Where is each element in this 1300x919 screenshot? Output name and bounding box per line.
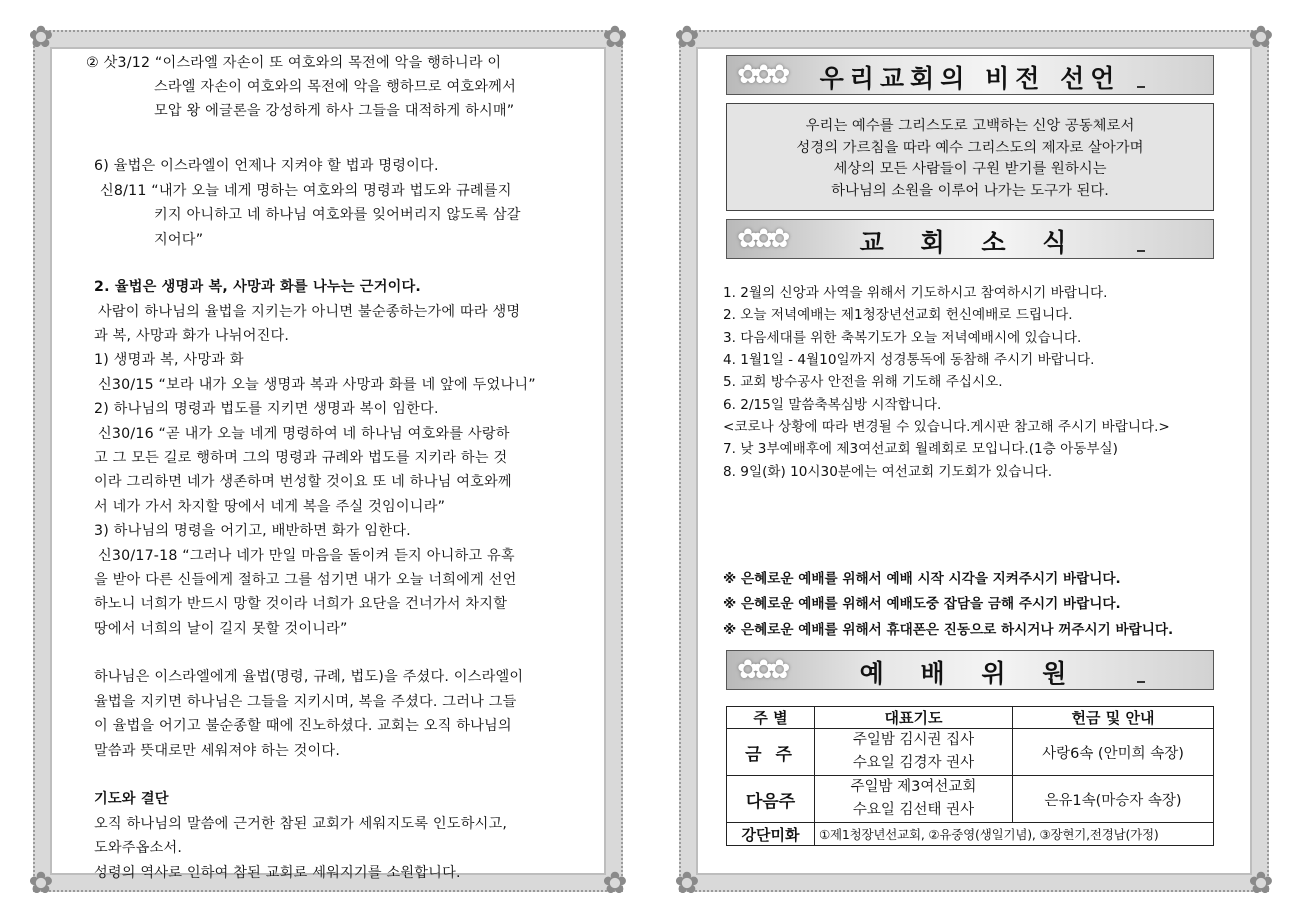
column-header: 헌금 및 안내 bbox=[1013, 707, 1214, 729]
news-item: 5. 교회 방수공사 안전을 위해 기도해 주십시오. bbox=[723, 374, 1003, 390]
week-label: 다음주 bbox=[727, 776, 815, 823]
prayer-cell bbox=[815, 776, 1013, 823]
week-label: 금 주 bbox=[727, 729, 815, 776]
vision-line: 우리는 예수를 그리스도로 고백하는 신앙 공동체로서 bbox=[805, 118, 1135, 134]
prayer-line: 오직 하나님의 말씀에 근거한 참된 교회가 세워지도록 인도하시고, bbox=[94, 816, 508, 832]
flower-value: ①제1청장년선교회, ②유중영(생일기념), ③장현기,전경남(가정) bbox=[815, 823, 1214, 846]
right-page-content bbox=[679, 30, 1269, 892]
news-item: 4. 1월1일 - 4월10일까지 성경통독에 동참해 주시기 바랍니다. bbox=[723, 352, 1095, 368]
prayer-entry: 수요일 김선태 권사 bbox=[852, 802, 975, 818]
body-line: 1) 생명과 복, 사망과 화 bbox=[94, 352, 244, 368]
verse-line: 신30/17-18 “그러나 네가 만일 마음을 돌이켜 듣지 아니하고 유혹 bbox=[98, 548, 515, 564]
prayer-heading: 기도와 결단 bbox=[94, 791, 169, 807]
table-row bbox=[727, 729, 1214, 776]
news-item: 6. 2/15일 말씀축복심방 시작합니다. bbox=[723, 397, 942, 413]
verse-line: 하노니 너희가 반드시 망할 것이라 너희가 요단을 건너가서 차지할 bbox=[94, 596, 508, 612]
verse-line: 이라 그리하면 네가 생존하며 번성할 것이요 또 네 하나님 여호와께 bbox=[94, 474, 512, 490]
daisy-icon: ✿✿✿ bbox=[737, 60, 785, 90]
vision-line: 하나님의 소원을 이루어 나가는 도구가 된다. bbox=[831, 182, 1109, 199]
body-line: 2) 하나님의 명령과 법도를 지키면 생명과 복이 임한다. bbox=[94, 401, 439, 417]
flower-corner-icon: ✿ bbox=[674, 20, 700, 55]
body-line: 사람이 하나님의 율법을 지키는가 아니면 불순종하는가에 따라 생명 bbox=[98, 304, 521, 320]
worship-notice: ※ 은혜로운 예배를 위해서 예배도중 잡담을 금해 주시기 바랍니다. bbox=[723, 596, 1121, 612]
body-line: 말씀과 뜻대로만 세워져야 하는 것이다. bbox=[94, 743, 341, 759]
left-page bbox=[28, 20, 628, 901]
verse-line: 스라엘 자손이 여호와의 목전에 악을 행하므로 여호와께서 bbox=[154, 79, 516, 95]
daisy-icon: ✿✿✿ bbox=[737, 655, 785, 685]
news-item: 1. 2월의 신앙과 사역을 위해서 기도하시고 참여하시기 바랍니다. bbox=[723, 285, 1108, 301]
verse-line: 을 받아 다른 신들에게 절하고 그를 섬기면 내가 오늘 너희에게 선언 bbox=[94, 572, 517, 588]
body-line: 3) 하나님의 명령을 어기고, 배반하면 화가 임한다. bbox=[94, 523, 411, 539]
offering-cell: 사랑6속 (안미희 속장) bbox=[1013, 729, 1214, 776]
verse-line: 지어다” bbox=[154, 232, 204, 248]
prayer-line: 성령의 역사로 인하여 참된 교회로 세워지기를 소원합니다. bbox=[94, 865, 461, 881]
section-point: 6) 율법은 이스라엘이 언제나 지켜야 할 법과 명령이다. bbox=[94, 158, 439, 174]
verse-line: ② 삿3/12 “이스라엘 자손이 또 여호와의 목전에 악을 행하니라 이 bbox=[86, 55, 502, 71]
verse-line: 모압 왕 에글론을 강성하게 하사 그들을 대적하게 하시매” bbox=[154, 103, 515, 119]
body-line: 율법을 지키면 하나님은 그들을 지키시며, 복을 주셨다. 그러나 그들 bbox=[94, 694, 517, 710]
worship-notice: ※ 은혜로운 예배를 위해서 휴대폰은 진동으로 하시거나 꺼주시기 바랍니다. bbox=[723, 622, 1174, 638]
body-line: 이 율법을 어기고 불순종할 때에 진노하셨다. 교회는 오직 하나님의 bbox=[94, 718, 512, 734]
offering-cell: 은유1속(마승자 속장) bbox=[1013, 776, 1214, 823]
news-banner bbox=[726, 219, 1214, 259]
vision-statement bbox=[726, 103, 1214, 211]
verse-line: 키지 아니하고 네 하나님 여호와를 잊어버리지 않도록 삼갈 bbox=[154, 207, 521, 223]
prayer-entry: 수요일 김경자 권사 bbox=[852, 755, 975, 771]
flower-corner-icon: ✿ bbox=[28, 20, 54, 55]
news-item: <코로나 상황에 따라 변경될 수 있습니다.게시판 참고해 주시기 바랍니다.> bbox=[723, 419, 1170, 435]
flower-corner-icon: ✿ bbox=[1248, 866, 1274, 901]
news-item: 3. 다음세대를 위한 축복기도가 오늘 저녁예배시에 있습니다. bbox=[723, 330, 1082, 346]
flower-corner-icon: ✿ bbox=[28, 866, 54, 901]
table-row bbox=[727, 776, 1214, 823]
vision-banner bbox=[726, 55, 1214, 95]
news-item: 8. 9일(화) 10시30분에는 여선교회 기도회가 있습니다. bbox=[723, 464, 1053, 480]
vision-title: 우리교회의 비전 선언 bbox=[819, 64, 1121, 93]
verse-line: 고 그 모든 길로 행하며 그의 명령과 규례와 법도를 지키라 하는 것 bbox=[94, 450, 508, 466]
news-item: 2. 오늘 저녁예배는 제1청장년선교회 헌신예배로 드립니다. bbox=[723, 307, 1073, 323]
verse-line: 신30/16 “곧 내가 오늘 네게 명령하여 네 하나님 여호와를 사랑하 bbox=[98, 426, 510, 442]
column-header: 주 별 bbox=[727, 707, 815, 729]
prayer-cell bbox=[815, 729, 1013, 776]
verse-line: 땅에서 너희의 날이 길지 못할 것이니라” bbox=[94, 621, 348, 637]
worship-staff-table bbox=[726, 706, 1214, 846]
worship-notice: ※ 은혜로운 예배를 위해서 예배 시작 시각을 지켜주시기 바랍니다. bbox=[723, 571, 1121, 587]
verse-line: 서 네가 가서 차지할 땅에서 네게 복을 주실 것임이니라” bbox=[94, 499, 446, 515]
vision-line: 성경의 가르침을 따라 예수 그리스도의 제자로 살아가며 bbox=[796, 139, 1144, 156]
vision-line: 세상의 모든 사람들이 구원 받기를 원하시는 bbox=[833, 161, 1107, 177]
flower-corner-icon: ✿ bbox=[602, 20, 628, 55]
daisy-icon: ✿✿✿ bbox=[737, 224, 785, 254]
column-header: 대표기도 bbox=[815, 707, 1013, 729]
prayer-entry: 주일밤 김시권 집사 bbox=[852, 732, 975, 748]
table-row bbox=[727, 823, 1214, 846]
body-line: 과 복, 사망과 화가 나뉘어진다. bbox=[94, 328, 290, 344]
staff-banner bbox=[726, 650, 1214, 690]
news-item: 7. 낮 3부예배후에 제3여선교회 월례회로 모입니다.(1층 아동부실) bbox=[723, 441, 1118, 457]
table-header-row bbox=[727, 707, 1214, 729]
verse-line: 신30/15 “보라 내가 오늘 생명과 복과 사망과 화를 네 앞에 두었나니” bbox=[98, 377, 536, 393]
body-line: 하나님은 이스라엘에게 율법(명령, 규례, 법도)을 주셨다. 이스라엘이 bbox=[94, 669, 524, 685]
verse-line: 신8/11 “내가 오늘 네게 명하는 여호와의 명령과 법도와 규례를지 bbox=[100, 183, 512, 199]
flower-corner-icon: ✿ bbox=[1248, 20, 1274, 55]
flower-corner-icon: ✿ bbox=[674, 866, 700, 901]
prayer-entry: 주일밤 제3여선교회 bbox=[850, 779, 977, 795]
staff-title: 예 배 위 원 bbox=[859, 659, 1081, 688]
section-heading: 2. 율법은 생명과 복, 사망과 화를 나누는 근거이다. bbox=[94, 279, 422, 295]
news-title: 교 회 소 식 bbox=[859, 228, 1081, 257]
flower-corner-icon: ✿ bbox=[602, 866, 628, 901]
flower-label: 강단미화 bbox=[727, 823, 815, 846]
prayer-line: 도와주옵소서. bbox=[94, 840, 183, 856]
